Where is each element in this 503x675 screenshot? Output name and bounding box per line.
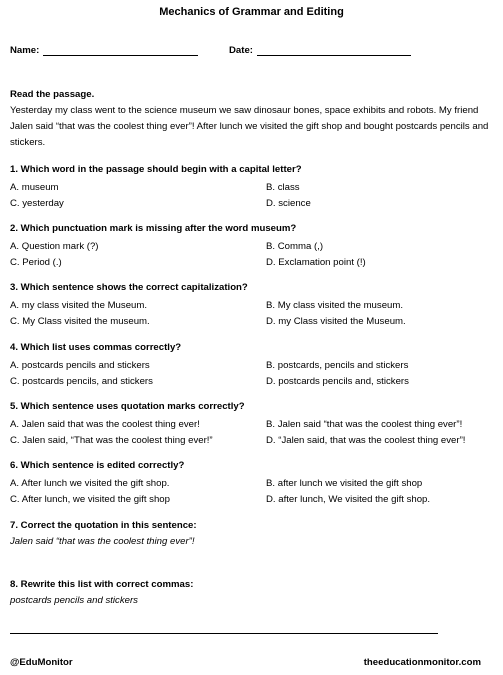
question-6 bbox=[10, 459, 490, 505]
option-a[interactable]: A. postcards pencils and stickers bbox=[10, 360, 150, 371]
question-prompt: postcards pencils and stickers bbox=[10, 595, 138, 606]
option-c[interactable]: C. yesterday bbox=[10, 198, 64, 209]
option-a[interactable]: A. my class visited the Museum. bbox=[10, 300, 148, 311]
option-d[interactable]: D. “Jalen said, that was the coolest thing ever”! bbox=[266, 435, 466, 446]
option-a[interactable]: A. Jalen said that was the coolest thing ever! bbox=[10, 419, 200, 430]
question-text: 3. Which sentence shows the correct capitalization? bbox=[10, 282, 248, 293]
question-text: 4. Which list uses commas correctly? bbox=[10, 342, 182, 353]
reading-passage bbox=[10, 87, 492, 151]
question-8 bbox=[10, 578, 490, 606]
footer-handle: @EduMonitor bbox=[10, 657, 73, 668]
option-d[interactable]: D. science bbox=[266, 198, 311, 209]
option-c[interactable]: C. After lunch, we visited the gift shop bbox=[10, 494, 170, 505]
name-label: Name: bbox=[10, 45, 40, 56]
option-b[interactable]: B. postcards, pencils and stickers bbox=[266, 360, 409, 371]
worksheet-title: Mechanics of Grammar and Editing bbox=[159, 6, 344, 18]
question-text: 2. Which punctuation mark is missing after the word museum? bbox=[10, 223, 297, 234]
date-blank-line[interactable] bbox=[257, 45, 411, 56]
question-3 bbox=[10, 281, 490, 327]
question-text: 8. Rewrite this list with correct commas: bbox=[10, 579, 194, 590]
option-c[interactable]: C. Period (.) bbox=[10, 257, 62, 268]
date-label: Date: bbox=[229, 45, 253, 56]
option-d[interactable]: D. Exclamation point (!) bbox=[266, 257, 366, 268]
option-d[interactable]: D. after lunch, We visited the gift shop. bbox=[266, 494, 431, 505]
answer-line[interactable] bbox=[10, 633, 438, 634]
passage-text: Yesterday my class went to the science museum we saw dinosaur bones, space exhibits and robots. My friend Jalen said “that was the coolest thing ever”! After lunch we visited the gift shop and bought postcards pencils and stickers. bbox=[10, 105, 489, 148]
question-text: 5. Which sentence uses quotation marks correctly? bbox=[10, 401, 245, 412]
option-c[interactable]: C. My Class visited the museum. bbox=[10, 316, 150, 327]
option-a[interactable]: A. Question mark (?) bbox=[10, 241, 99, 252]
question-text: 7. Correct the quotation in this sentence: bbox=[10, 520, 197, 531]
option-b[interactable]: B. My class visited the museum. bbox=[266, 300, 404, 311]
name-blank-line[interactable] bbox=[43, 45, 198, 56]
option-b[interactable]: B. Jalen said “that was the coolest thing ever”! bbox=[266, 419, 463, 430]
option-a[interactable]: A. After lunch we visited the gift shop. bbox=[10, 478, 170, 489]
option-c[interactable]: C. Jalen said, “That was the coolest thing ever!” bbox=[10, 435, 213, 446]
question-4 bbox=[10, 341, 490, 387]
question-5 bbox=[10, 400, 490, 446]
passage-heading: Read the passage. bbox=[10, 89, 95, 100]
question-1 bbox=[10, 163, 490, 209]
question-text: 1. Which word in the passage should begin with a capital letter? bbox=[10, 164, 302, 175]
question-2 bbox=[10, 222, 490, 268]
option-b[interactable]: B. Comma (,) bbox=[266, 241, 324, 252]
option-b[interactable]: B. after lunch we visited the gift shop bbox=[266, 478, 423, 489]
footer-website: theeducationmonitor.com bbox=[363, 657, 481, 668]
option-a[interactable]: A. museum bbox=[10, 182, 59, 193]
option-d[interactable]: D. my Class visited the Museum. bbox=[266, 316, 406, 327]
option-b[interactable]: B. class bbox=[266, 182, 300, 193]
question-7 bbox=[10, 519, 490, 547]
question-text: 6. Which sentence is edited correctly? bbox=[10, 460, 185, 471]
option-c[interactable]: C. postcards pencils, and stickers bbox=[10, 376, 153, 387]
date-field bbox=[229, 45, 411, 56]
name-field bbox=[10, 45, 198, 56]
question-prompt: Jalen said “that was the coolest thing ever”! bbox=[10, 536, 195, 547]
option-d[interactable]: D. postcards pencils and, stickers bbox=[266, 376, 409, 387]
